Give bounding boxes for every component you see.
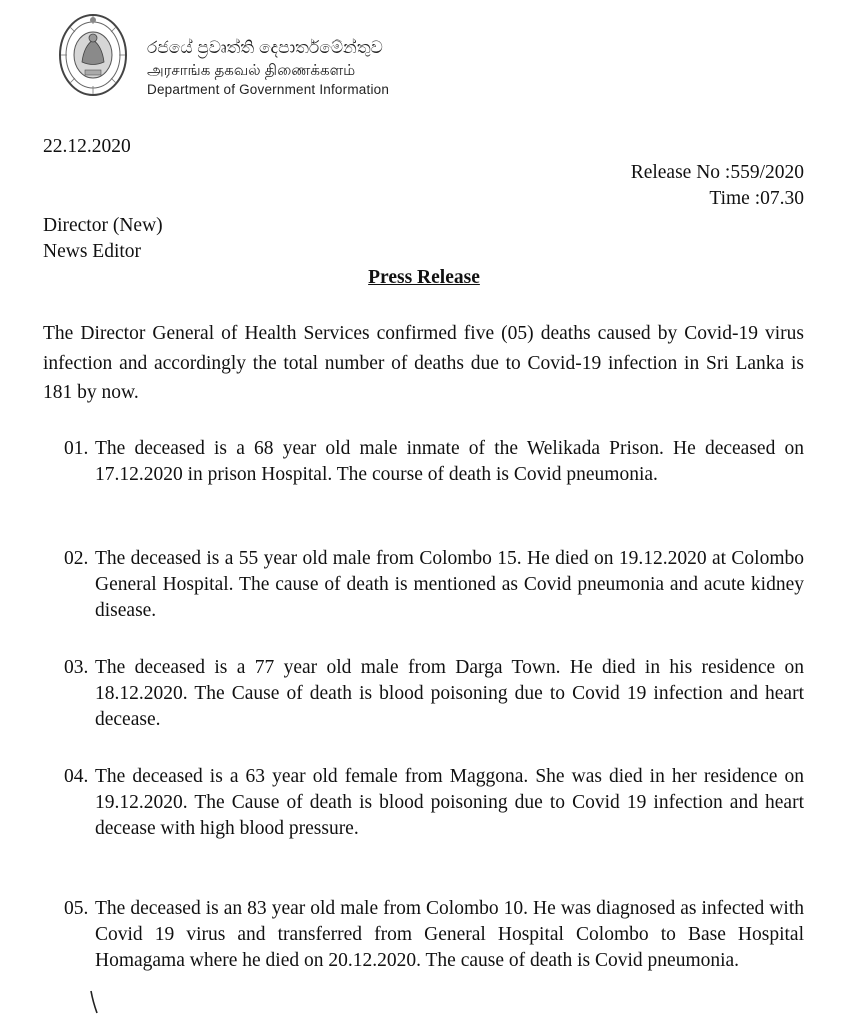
- list-item-text: The deceased is a 63 year old female from Maggona. She was died in her residence on 19.12.2020. The Cause of death is blood poisoning due to Covid 19 infection and heart decease with high blood pressure.: [95, 766, 804, 839]
- list-item-text: The deceased is a 77 year old male from Darga Town. He died in his residence on 18.12.2020. The Cause of death is blood poisoning due to Covid 19 infection and heart decease.: [95, 657, 804, 730]
- list-item: [64, 436, 804, 488]
- pen-mark-icon: [88, 990, 100, 1014]
- intro-paragraph: The Director General of Health Services confirmed five (05) deaths caused by Covid-19 virus infection and accordingly the total number of deaths due to Covid-19 infection in Sri Lanka is 181 by now.: [43, 323, 804, 403]
- addressee-line: Director (New): [43, 215, 163, 236]
- org-name-tamil: அரசாங்க தகவல் திணைக்களம்: [147, 62, 356, 79]
- list-item: [64, 655, 804, 733]
- release-time: Time :07.30: [709, 188, 804, 209]
- list-item-number: 05.: [64, 898, 89, 919]
- list-item-number: 02.: [64, 548, 89, 569]
- org-name-english: Department of Government Information: [147, 82, 390, 97]
- list-item-text: The deceased is a 68 year old male inmate of the Welikada Prison. He deceased on 17.12.2020 in prison Hospital. The course of death is Covid pneumonia.: [95, 438, 804, 485]
- list-item-number: 03.: [64, 657, 89, 678]
- list-item: [64, 896, 804, 974]
- addressee-line: News Editor: [43, 241, 142, 262]
- list-item-text: The deceased is an 83 year old male from Colombo 10. He was diagnosed as infected with Covid 19 virus and transferred from General Hospital Colombo to Base Hospital Homagama where he died on 20.12.2020. The cause of death is Covid pneumonia.: [95, 898, 804, 971]
- list-item-number: 04.: [64, 766, 89, 787]
- government-emblem-icon: [58, 12, 128, 98]
- list-item-number: 01.: [64, 438, 89, 459]
- document-title: Press Release: [368, 267, 480, 288]
- list-item: [64, 546, 804, 624]
- release-number: Release No :559/2020: [630, 162, 804, 183]
- release-date: 22.12.2020: [43, 136, 131, 157]
- list-item-text: The deceased is a 55 year old male from Colombo 15. He died on 19.12.2020 at Colombo General Hospital. The cause of death is mentioned as Covid pneumonia and acute kidney disease.: [95, 548, 804, 621]
- org-name-sinhala: රජයේ ප්‍රවෘත්ති දෙපාර්තමේන්තුව: [147, 38, 383, 57]
- list-item: [64, 764, 804, 842]
